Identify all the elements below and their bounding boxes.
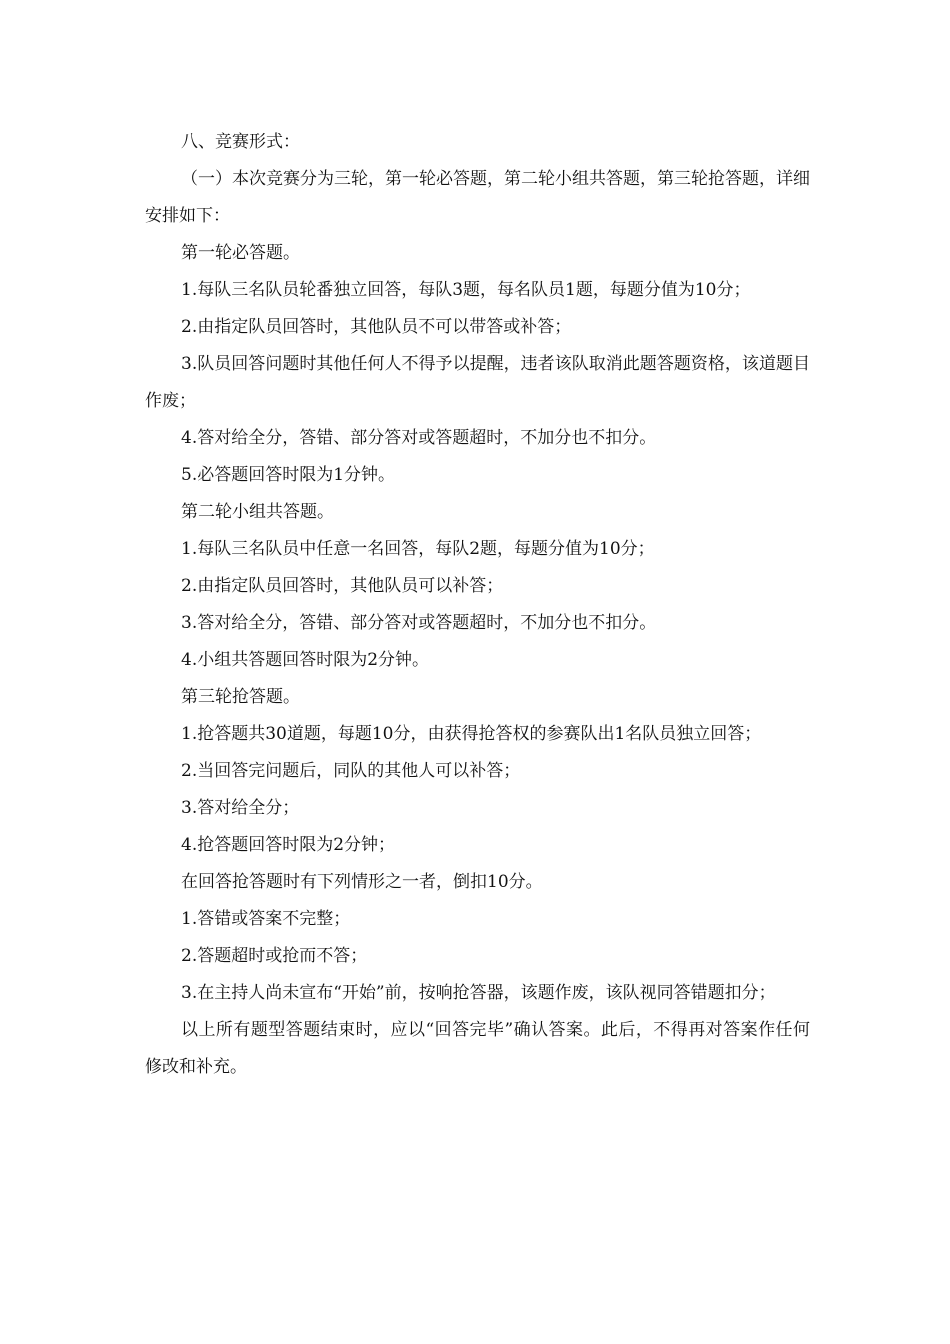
- closing-paragraph: 以上所有题型答题结束时，应以“回答完毕”确认答案。此后，不得再对答案作任何修改和补充。: [145, 1020, 810, 1077]
- round-two-rule-2: 2.由指定队员回答时，其他队员可以补答；: [181, 576, 504, 596]
- round-one-rule-2: 2.由指定队员回答时，其他队员不可以带答或补答；: [181, 317, 572, 337]
- penalty-rule-3: 3.在主持人尚未宣布“开始”前，按响抢答器，该题作废，该队视同答错题扣分；: [181, 983, 776, 1003]
- round-one-rule-1: 1.每队三名队员轮番独立回答，每队3题，每名队员1题，每题分值为10分；: [181, 280, 751, 300]
- round-two-heading: 第二轮小组共答题。: [181, 502, 334, 522]
- penalty-rule-1: 1.答错或答案不完整；: [181, 909, 351, 929]
- round-one-rule-3: 3.队员回答问题时其他任何人不得予以提醒，违者该队取消此题答题资格，该道题目作废；: [145, 354, 810, 411]
- round-two-rule-3: 3.答对给全分，答错、部分答对或答题超时，不加分也不扣分。: [181, 613, 657, 633]
- round-one-rule-5: 5.必答题回答时限为1分钟。: [181, 465, 396, 485]
- round-three-heading: 第三轮抢答题。: [181, 687, 300, 707]
- section-heading: 八、竞赛形式：: [181, 132, 300, 152]
- round-two-rule-1: 1.每队三名队员中任意一名回答，每队2题，每题分值为10分；: [181, 539, 655, 559]
- penalty-rule-2: 2.答题超时或抢而不答；: [181, 946, 368, 966]
- round-three-rule-1: 1.抢答题共30道题，每题10分，由获得抢答权的参赛队出1名队员独立回答；: [181, 724, 762, 744]
- round-two-rule-4: 4.小组共答题回答时限为2分钟。: [181, 650, 430, 670]
- round-three-rule-4: 4.抢答题回答时限为2分钟；: [181, 835, 396, 855]
- round-three-rule-2: 2.当回答完问题后，同队的其他人可以补答；: [181, 761, 521, 781]
- paragraph-intro: （一）本次竞赛分为三轮，第一轮必答题，第二轮小组共答题，第三轮抢答题，详细安排如下：: [145, 169, 810, 226]
- round-one-heading: 第一轮必答题。: [181, 243, 300, 263]
- document-body: [145, 124, 810, 1086]
- round-one-rule-4: 4.答对给全分，答错、部分答对或答题超时，不加分也不扣分。: [181, 428, 657, 448]
- penalty-heading: 在回答抢答题时有下列情形之一者，倒扣10分。: [181, 872, 543, 892]
- round-three-rule-3: 3.答对给全分；: [181, 798, 300, 818]
